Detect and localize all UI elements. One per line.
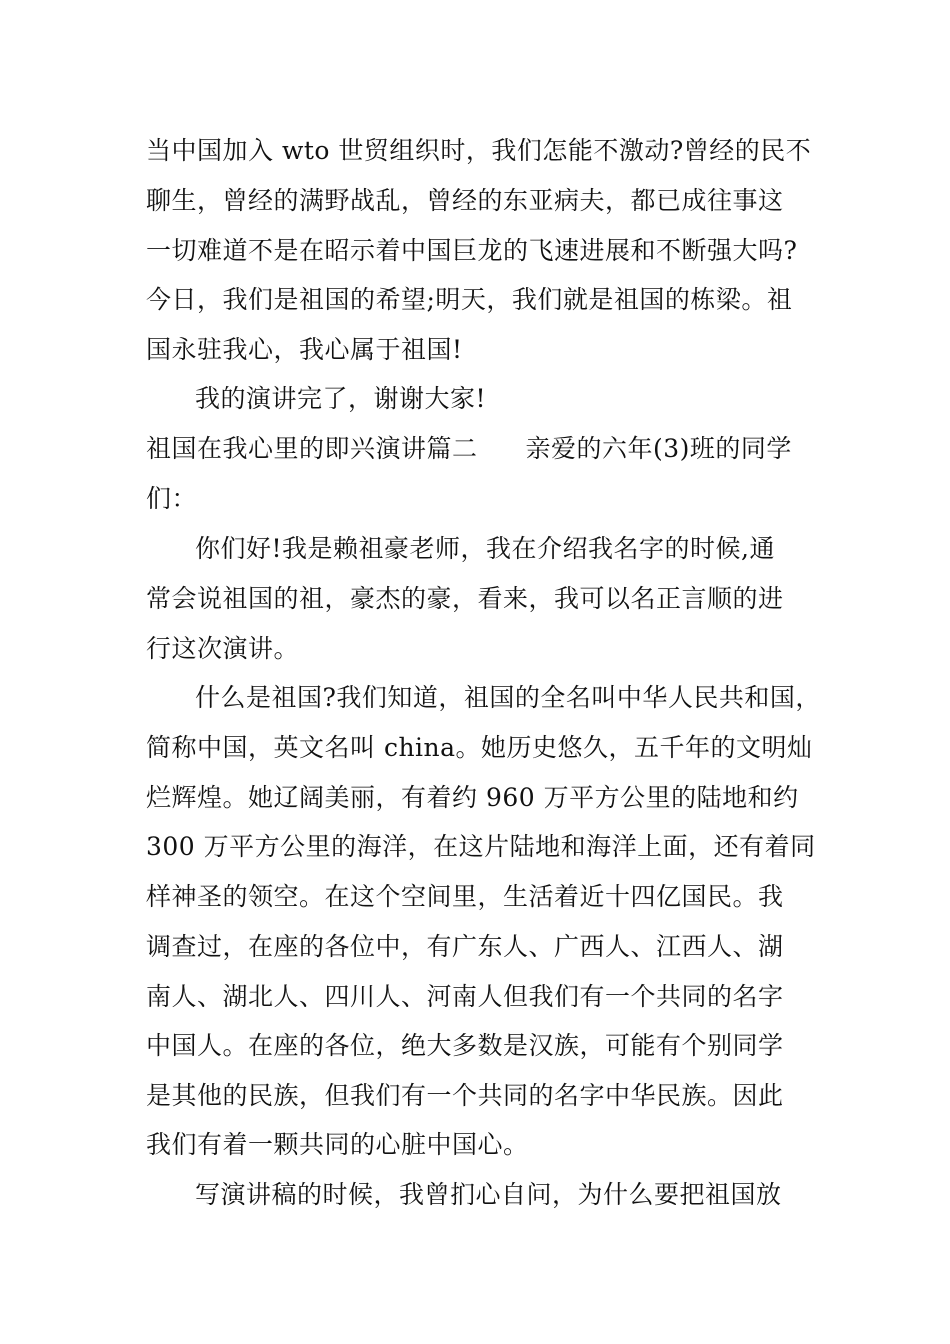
paragraph-line: 一切难道不是在昭示着中国巨龙的飞速进展和不断强大吗?	[146, 236, 798, 265]
section-title: 祖国在我心里的即兴演讲篇二	[146, 434, 478, 463]
paragraph-line: 们：	[146, 484, 198, 513]
section-heading-line	[146, 434, 792, 464]
paragraph-line: 国永驻我心，我心属于祖国!	[146, 335, 463, 364]
paragraph-line: 烂辉煌。她辽阔美丽，有着约 960 万平方公里的陆地和约	[146, 783, 799, 812]
closing-line: 我的演讲完了，谢谢大家!	[195, 384, 487, 413]
paragraph-line: 南人、湖北人、四川人、河南人但我们有一个共同的名字	[146, 982, 784, 1011]
paragraph-line: 常会说祖国的祖，豪杰的豪，看来，我可以名正言顺的进	[146, 584, 784, 613]
paragraph-line: 行这次演讲。	[146, 634, 300, 663]
salutation-start: 亲爱的六年(3)班的同学	[525, 434, 792, 463]
paragraph-line: 写演讲稿的时候，我曾扪心自问，为什么要把祖国放	[195, 1180, 782, 1209]
paragraph-line: 300 万平方公里的海洋，在这片陆地和海洋上面，还有着同	[146, 832, 816, 861]
paragraph-line: 今日，我们是祖国的希望;明天，我们就是祖国的栋梁。祖	[146, 285, 793, 314]
paragraph-line: 样神圣的领空。在这个空间里，生活着近十四亿国民。我	[146, 882, 784, 911]
paragraph-line: 调查过，在座的各位中，有广东人、广西人、江西人、湖	[146, 932, 784, 961]
paragraph-line: 中国人。在座的各位，绝大多数是汉族，可能有个别同学	[146, 1031, 784, 1060]
paragraph-line: 是其他的民族，但我们有一个共同的名字中华民族。因此	[146, 1081, 784, 1110]
paragraph-line: 我们有着一颗共同的心脏中国心。	[146, 1130, 529, 1159]
paragraph-line: 什么是祖国?我们知道，祖国的全名叫中华人民共和国，	[195, 683, 821, 712]
paragraph-line: 你们好!我是赖祖豪老师，我在介绍我名字的时候,通	[195, 534, 775, 563]
paragraph-line: 当中国加入 wto 世贸组织时，我们怎能不激动?曾经的民不	[146, 136, 812, 165]
paragraph-line: 聊生，曾经的满野战乱，曾经的东亚病夫，都已成往事这	[146, 186, 784, 215]
paragraph-line: 简称中国，英文名叫 china。她历史悠久，五千年的文明灿	[146, 733, 813, 762]
